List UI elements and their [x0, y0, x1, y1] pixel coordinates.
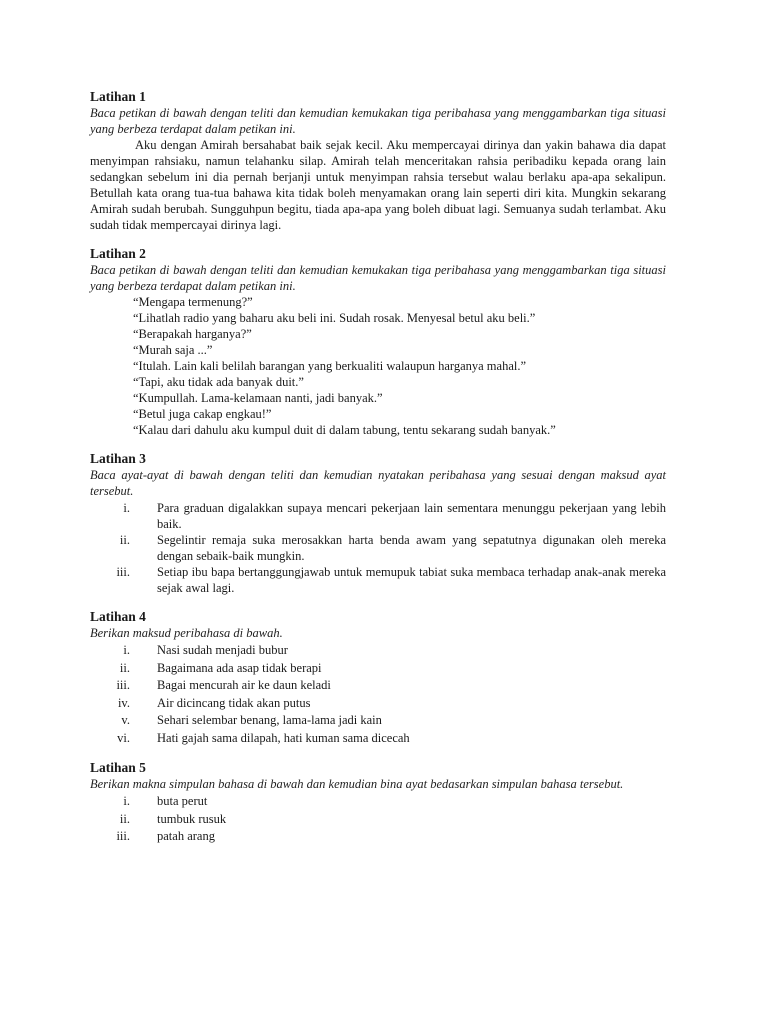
list-item — [90, 828, 666, 846]
exercise-1-instruction: Baca petikan di bawah dengan teliti dan kemudian kemukakan tiga peribahasa yang menggambarkan tiga situasi yang berbeza terdapat dalam petikan ini. — [90, 106, 666, 136]
exercise-5-instruction: Berikan makna simpulan bahasa di bawah dan kemudian bina ayat bedasarkan simpulan bahasa tersebut. — [90, 777, 624, 791]
list-item — [90, 695, 666, 713]
item-number: iii. — [116, 829, 130, 843]
dialogue-line: “Mengapa termenung?” — [133, 295, 253, 309]
item-number: v. — [121, 713, 130, 727]
item-number: i. — [123, 643, 130, 657]
dialogue-line: “Lihatlah radio yang baharu aku beli ini. Sudah rosak. Menyesal betul aku beli.” — [133, 311, 536, 325]
list-item — [90, 793, 666, 811]
dialogue-line: “Itulah. Lain kali belilah barangan yang berkualiti walaupun harganya mahal.” — [133, 359, 527, 373]
item-text: Setiap ibu bapa bertanggungjawab untuk memupuk tabiat suka membaca terhadap anak-anak mereka sejak awal lagi. — [157, 565, 666, 595]
list-item — [90, 712, 666, 730]
item-number: iii. — [116, 565, 130, 579]
item-text: Nasi sudah menjadi bubur — [157, 643, 288, 657]
item-text: Sehari selembar benang, lama-lama jadi kain — [157, 713, 382, 727]
list-item — [90, 730, 666, 748]
item-text: Segelintir remaja suka merosakkan harta benda awam yang sepatutnya digunakan oleh mereka dengan sebaik-baik mungkin. — [157, 533, 666, 563]
item-number: ii. — [119, 533, 130, 547]
exercise-1-passage: Aku dengan Amirah bersahabat baik sejak kecil. Aku mempercayai dirinya dan yakin bahawa dia dapat menyimpan rahsiaku, namun telahanku silap. Amirah telah menceritakan rahsia peribadiku kepada orang lain sedangkan sebelum ini dia pernah berjanji untuk menyimpan rahsia tersebut walau berlaku apa-apa sekalipun. Betullah kata orang tua-tua bahawa kita tidak boleh menyamakan orang lain seperti diri kita. Mungkin sekarang Amirah sudah berubah. Sungguhpun begitu, tiada apa-apa yang boleh dibuat lagi. Semuanya sudah terlambat. Aku sudah tidak mempercayai dirinya lagi. — [90, 138, 666, 232]
exercise-3-list — [90, 500, 666, 596]
item-text: patah arang — [157, 829, 215, 843]
exercise-5-list — [90, 793, 666, 846]
item-number: iii. — [116, 678, 130, 692]
item-text: Hati gajah sama dilapah, hati kuman sama dicecah — [157, 730, 410, 745]
item-number: i. — [123, 794, 130, 808]
exercise-3-instruction: Baca ayat-ayat di bawah dengan teliti dan kemudian nyatakan peribahasa yang sesuai dengan maksud ayat tersebut. — [90, 468, 666, 498]
document-body — [90, 89, 666, 859]
dialogue-line: “Murah saja ...” — [133, 343, 213, 357]
item-text: tumbuk rusuk — [157, 811, 227, 826]
item-text: buta perut — [157, 794, 208, 808]
exercise-3-title: Latihan 3 — [90, 451, 146, 466]
list-item — [90, 811, 666, 829]
item-number: ii. — [119, 811, 130, 826]
exercise-1-title: Latihan 1 — [90, 89, 146, 104]
item-text: Para graduan digalakkan supaya mencari pekerjaan lain sementara menunggu pekerjaan yang lebih baik. — [157, 501, 666, 531]
list-item — [90, 677, 666, 695]
item-text: Air dicincang tidak akan putus — [157, 695, 311, 710]
exercise-2-dialogue — [90, 294, 666, 438]
list-item — [90, 564, 666, 596]
exercise-2-title: Latihan 2 — [90, 246, 146, 261]
dialogue-line: “Betul juga cakap engkau!” — [133, 407, 272, 421]
item-text: Bagaimana ada asap tidak berapi — [157, 660, 322, 675]
exercise-1 — [90, 89, 666, 233]
list-item — [90, 660, 666, 678]
dialogue-line: “Kalau dari dahulu aku kumpul duit di dalam tabung, tentu sekarang sudah banyak.” — [133, 423, 556, 437]
exercise-4-instruction: Berikan maksud peribahasa di bawah. — [90, 626, 283, 640]
exercise-4-list — [90, 642, 666, 747]
exercise-4 — [90, 609, 666, 747]
dialogue-line: “Kumpullah. Lama-kelamaan nanti, jadi banyak.” — [133, 391, 383, 405]
exercise-5-title: Latihan 5 — [90, 760, 146, 775]
item-number: ii. — [119, 660, 130, 675]
item-number: vi. — [117, 730, 130, 745]
dialogue-line: “Berapakah harganya?” — [133, 327, 252, 341]
exercise-3 — [90, 451, 666, 596]
exercise-4-title: Latihan 4 — [90, 609, 146, 624]
list-item — [90, 642, 666, 660]
exercise-2-instruction: Baca petikan di bawah dengan teliti dan kemudian kemukakan tiga peribahasa yang menggambarkan tiga situasi yang berbeza terdapat dalam petikan ini. — [90, 263, 666, 293]
list-item — [90, 532, 666, 564]
item-number: iv. — [117, 695, 130, 710]
item-number: i. — [123, 501, 130, 515]
exercise-5 — [90, 760, 666, 846]
list-item — [90, 500, 666, 532]
item-text: Bagai mencurah air ke daun keladi — [157, 678, 331, 692]
dialogue-line: “Tapi, aku tidak ada banyak duit.” — [133, 375, 304, 389]
exercise-2 — [90, 246, 666, 438]
